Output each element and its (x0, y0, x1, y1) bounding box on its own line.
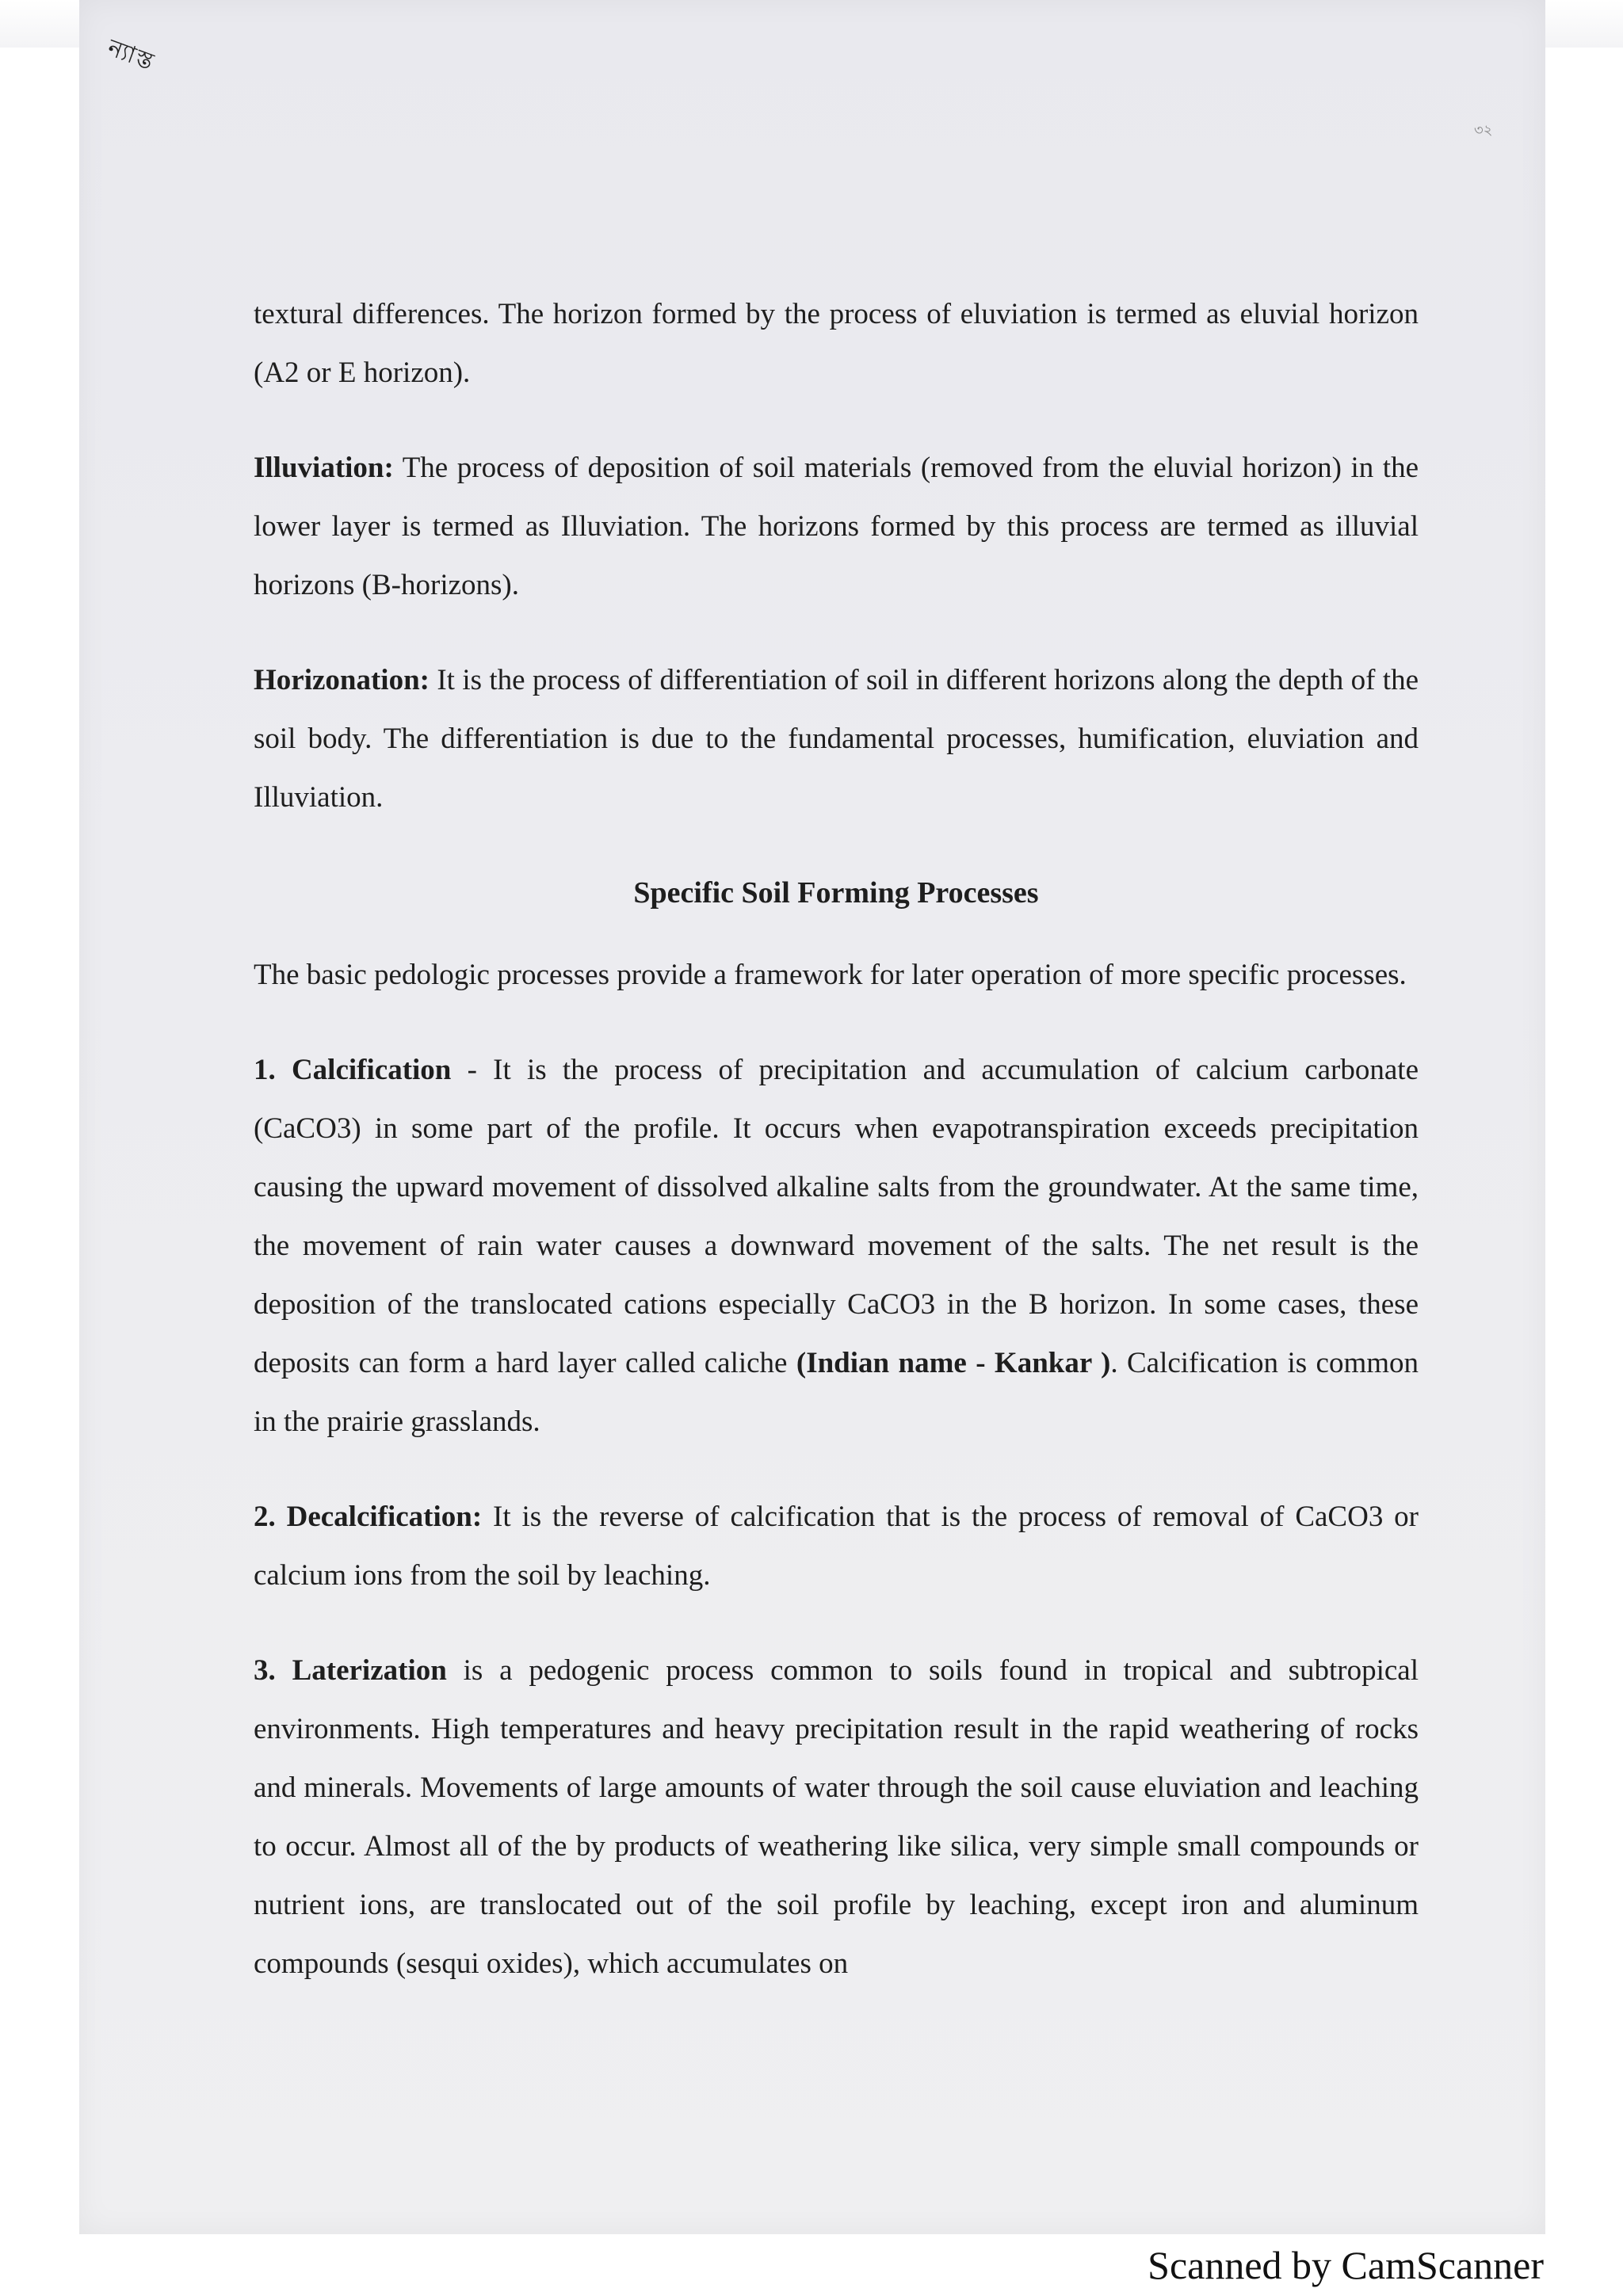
paragraph-text: The process of deposition of soil materials (removed from the eluvial horizon) in the lower layer is termed as Illuviation. The horizons formed by this process are termed as illuvial horizons (B-horizons). (254, 452, 1419, 601)
indian-name-emphasis: (Indian name - Kankar ) (796, 1347, 1111, 1379)
term-decalcification: 2. Decalcification: (254, 1501, 483, 1533)
paragraph-illuviation (254, 439, 1419, 615)
paragraph-text: It is the process of differentiation of soil in different horizons along the depth of the soil body. The differentiation is due to the fundamental processes, humification, eluviation and Illuviation. (254, 664, 1419, 814)
paragraph-horizonation (254, 651, 1419, 827)
document-body (254, 285, 1419, 2030)
term-horizonation: Horizonation: (254, 664, 430, 696)
section-heading: Specific Soil Forming Processes (633, 876, 1039, 910)
item-laterization (254, 1642, 1419, 1993)
scanner-watermark: Scanned by CamScanner (1148, 2243, 1544, 2287)
handwritten-scribble: ন্যাস্ত (104, 34, 158, 76)
term-laterization: 3. Laterization (254, 1654, 447, 1687)
item-text: - It is the process of precipitation and accumulation of calcium carbonate (CaCO3) in some part of the profile. It occurs when evapotranspiration exceeds precipitation causing the upward movement of dissolved alkaline salts from the groundwater. At the same time, the movement of rain water causes a downward movement of the salts. The net result is the deposition of the translocated cations especially CaCO3 in the B horizon. In some cases, these deposits can form a hard layer called caliche (254, 1054, 1419, 1379)
paragraph-intro: The basic pedologic processes provide a framework for later operation of more specific processes. (254, 959, 1407, 991)
page-number-mark: ৩২ (1474, 122, 1493, 138)
item-decalcification (254, 1488, 1419, 1605)
term-calcification: 1. Calcification (254, 1054, 452, 1086)
item-text-end: . Calcification is common in the prairie grasslands. (254, 1347, 1419, 1438)
item-text: It is the reverse of calcification that is the process of removal of CaCO3 or calcium ions from the soil by leaching. (254, 1501, 1419, 1592)
item-text: is a pedogenic process common to soils found in tropical and subtropical environments. High temperatures and heavy precipitation result in the rapid weathering of rocks and minerals. Movements of large amounts of water through the soil cause eluviation and leaching to occur. Almost all of the by products of weathering like silica, very simple small compounds or nutrient ions, are translocated out of the soil profile by leaching, except iron and aluminum compounds (sesqui oxides), which accumulates on (254, 1654, 1419, 1980)
term-illuviation: Illuviation: (254, 452, 394, 484)
paragraph-text: textural differences. The horizon formed by the process of eluviation is termed as eluvial horizon (A2 or E horizon). (254, 298, 1419, 389)
paragraph-eluvial-continuation (254, 285, 1419, 402)
item-calcification (254, 1041, 1419, 1451)
